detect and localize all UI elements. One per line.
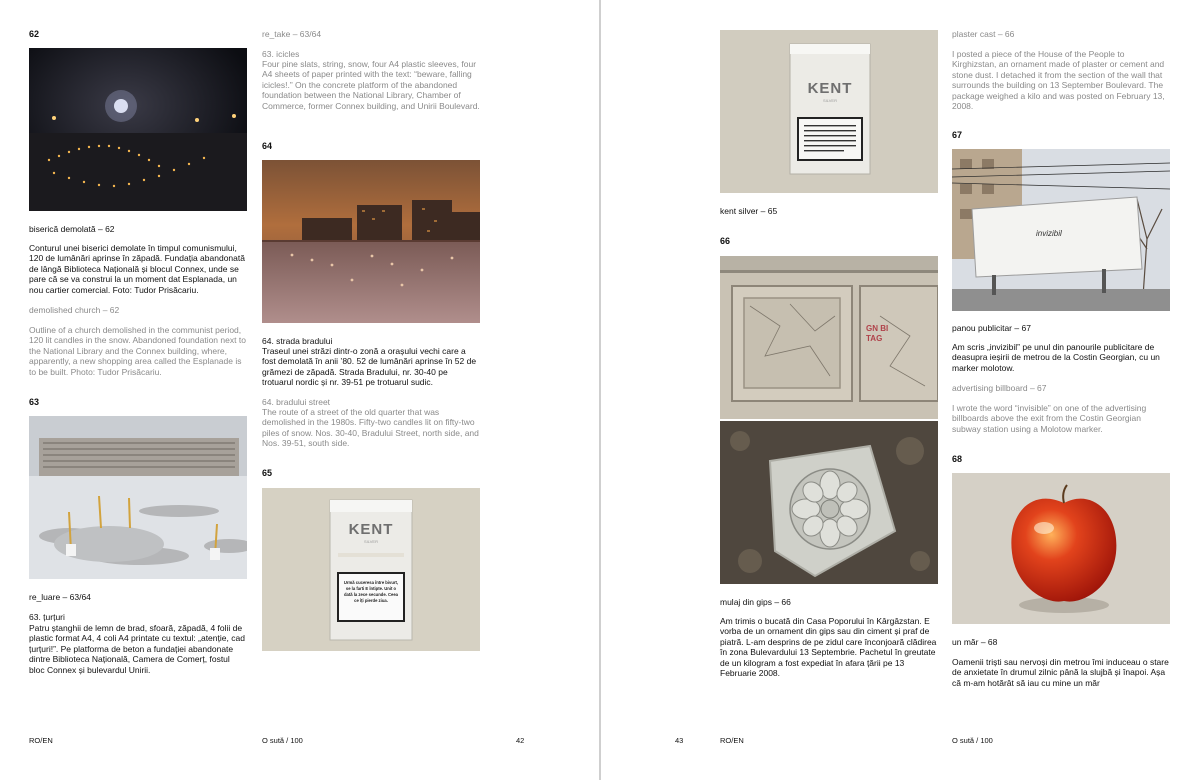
footer-center: O sută / 100 [262,736,303,745]
snowy-field-stakes-photo [29,416,247,579]
text-ro-64: Traseul unei străzi dintr-o zonă a orașului vechi care a fost demolată în anii ’80. 52 de lumânări aprinse în 52 de grămezi de zăpadă. Strada Bradului, nr. 30-40 pe trotuarul nordic și nr. 39-51 pe trotuarul sudic. [262,346,477,388]
title-en-64: 64. bradului street [262,397,331,407]
footer-left: RO/EN [720,736,744,745]
footer-left: RO/EN [29,736,53,745]
title-ro-64: 64. strada bradului [262,336,333,346]
title-ro-63: 63. țurțuri [29,612,65,622]
wall-graffiti: GN BI TAG [866,324,889,343]
caption-ro-68: un măr – 68 [952,637,998,647]
text-ro-62: Conturul unei biserici demolate în timpul comunismului, 120 de lumânări aprinse în zăpadă. Fundația abandonată de lângă Biblioteca Națională și blocul Connex, unde se pare că se va construi la un moment dat Esplanada, un nou cartier comercial. Foto: Tudor Prisăcariu. [29,243,245,295]
entry-number-68: 68 [952,454,963,464]
right-page [601,0,1200,780]
text-en-62: Outline of a church demolished in the communist period, 120 lit candles in the snow. Abandoned foundation next to the National Library and the Connex building, where, apparently, a new shopping area called the Esplanade is to be built. Photo: Tudor Prisăcariu. [29,325,246,377]
pack-sub: SILVER [823,98,837,103]
ornamental-wall-photo [720,256,938,419]
entry-number-67: 67 [952,130,963,140]
pack-warning: Urmă cuceresa între bivurt, se la farti E întipte. Unit o dată la zece secunde. Ceea ce îți pierde ziua. [343,580,399,603]
pack-brand: KENT [807,80,853,97]
pack-brand: KENT [348,521,394,538]
caption-kent-65: kent silver – 65 [720,206,778,216]
entry-number-63: 63 [29,397,40,407]
night-field-candles-photo [29,48,247,211]
page-number-right: 43 [675,736,684,745]
text-en-66: I posted a piece of the House of the People to Kirghizstan, an ornament made of plaster or cement and stone dust. I detached it from the section of the wall that surrounds the building on 13 September Boulevard. The package weighed a kilo and was posted on February 13, 2008. [952,49,1165,112]
billboard-photo [952,149,1170,311]
caption-en-62: demolished church – 62 [29,305,120,315]
caption-ro-67: panou publicitar – 67 [952,323,1031,333]
entry-number-62: 62 [29,29,40,39]
plaster-rosette-photo [720,421,938,584]
caption-ro-66: mulaj din gips – 66 [720,597,791,607]
text-ro-66: Am trimis o bucată din Casa Poporului în Kârgâzstan. E vorba de un ornament din gips sau din ciment și praf de piatră. L-am desprins de pe zidul care înconjoară clădirea în zona Bulevardului 13 Septembrie. Pachetul în greutate de un kilogram a fost expediat în afara țării pe 13 Februarie 2008. [720,616,937,679]
billboard-text: invizibil [1036,229,1062,238]
caption-ro-63: re_luare – 63/64 [29,592,91,602]
caption-ro-62: biserică demolată – 62 [29,224,115,234]
text-en-67: I wrote the word “invisible” on one of the advertising billboards above the exit from the Costin Georgian subway station using a Molotow marker. [952,403,1147,434]
footer-center: O sută / 100 [952,736,993,745]
pack-sub: SILVER [364,539,378,544]
entry-number-64: 64 [262,141,273,151]
caption-en-retake: re_take – 63/64 [262,29,322,39]
text-en-64: The route of a street of the old quarter that was demolished in the 1980s. Fifty-two candles lit on fifty-two piles of snow. Nos. 30-40, Bradului Street, north side, and Nos. 39-51, south side. [262,407,479,449]
cigarette-pack-photo [720,30,938,193]
left-page [0,0,599,780]
caption-en-66: plaster cast – 66 [952,29,1015,39]
page-number-left: 42 [516,736,525,745]
caption-en-67: advertising billboard – 67 [952,383,1047,393]
entry-number-65: 65 [262,468,273,478]
text-ro-63: Patru ștanghii de lemn de brad, sfoară, zăpadă, 4 folii de plastic format A4, 4 coli A4 printate cu textul: „atenție, cad țurțuri!”. Pe platforma de beton a fundației abandonate dintre Biblioteca Națională, Camera de Comerț, fostul bloc Connex și bulevardul Unirii. [29,623,245,675]
text-ro-67: Am scris „invizibil” pe unul din panourile publicitare de deasupra ieșirii de metrou de la Costin Georgian, cu un marker molotow. [952,342,1160,373]
entry-number-66: 66 [720,236,731,246]
text-ro-68: Oamenii triști sau nervoși din metrou îmi induceau o stare de anxietate în drumul zilnic până la slujbă și înapoi. Așa că m-am hotărât să iau cu mine un măr [952,657,1169,688]
night-street-snow-photo [262,160,480,323]
text-en-63: Four pine slats, string, snow, four A4 plastic sleeves, four A4 sheets of paper printed with the text: “beware, falling icicles!.” On the concrete platform of the abandoned foundation between the National Library, Chamber of Commerce, former Connex building, and Unirii Boulevard. [262,59,480,111]
title-en-63: 63. icicles [262,49,300,59]
red-apple-photo [952,473,1170,624]
cigarette-pack-photo [262,488,480,651]
